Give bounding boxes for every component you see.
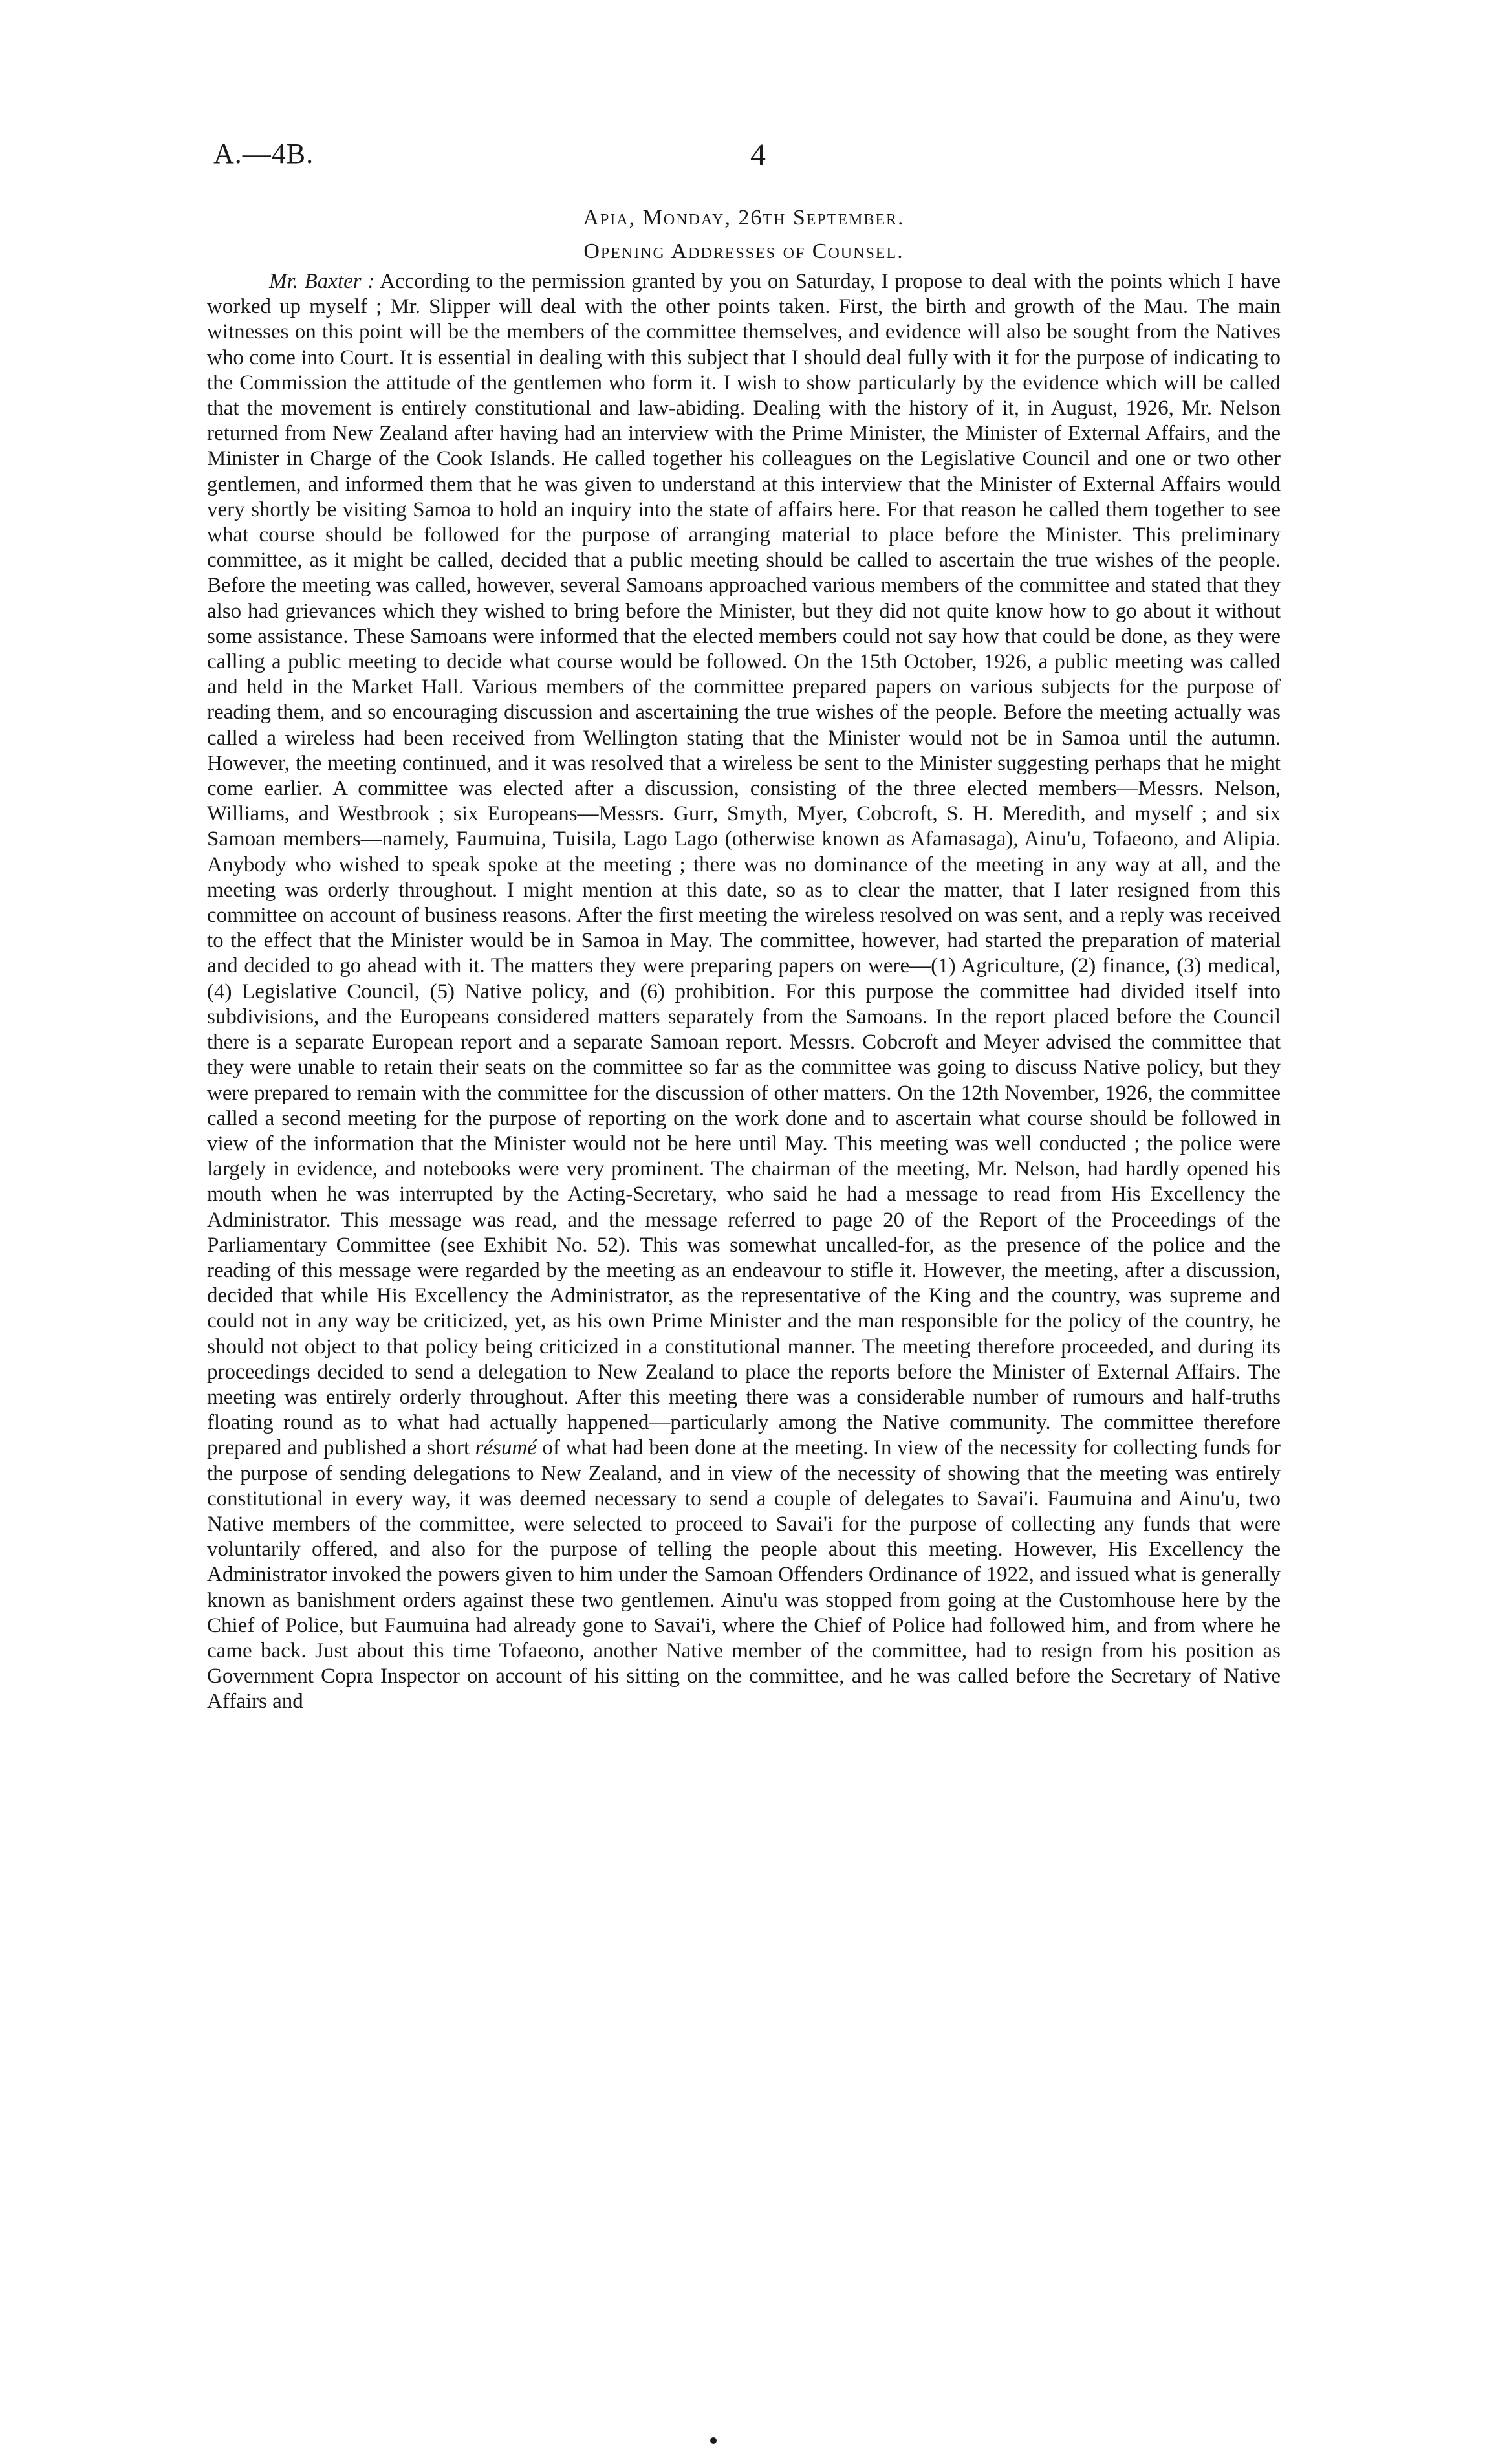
body-text-end: of what had been done at the meeting. In view of the necessity for collecting funds for the purpose of sending delegations to New Zealand, and in view of the necessity of showing that the meeting was entirely constitutional in every way, it was deemed necessary to send a couple of delegates to Savai'i. Faumuina and Ainu'u, two Native members of the committee, were selected to proceed to Savai'i for the purpose of collecting any funds that were voluntarily offered, and also for the purpose of telling the people about this meeting. However, His Excellency the Administrator invoked the powers given to him under the Samoan Offenders Ordinance of 1922, and issued what is generally known as banishment orders against these two gentlemen. Ainu'u was stopped from going at the Customhouse here by the Chief of Police, but Faumuina had already gone to Savai'i, where the Chief of Police had followed him, and from where he came back. Just about this time Tofaeono, another Native member of the committee, had to resign from his position as Government Copra Inspector on account of his sitting on the committee, and he was called before the Secretary of Native Affairs and [207, 1436, 1281, 1714]
body-paragraph [207, 269, 1281, 1715]
section-heading: Opening Addresses of Counsel. [583, 239, 904, 263]
speaker-name: Mr. Baxter : [269, 270, 375, 293]
dateline: Apia, Monday, 26th September. [583, 206, 905, 230]
page-header [213, 137, 1274, 176]
page-number: 4 [750, 138, 766, 172]
document-reference: A.—4B. [213, 138, 314, 169]
body-text-main: According to the permission granted by you on Saturday, I propose to deal with the points which I have worked up myself ; Mr. Slipper will deal with the other points taken. First, the birth and growth of the Mau. The main witnesses on this point will be the members of the committee themselves, and evidence will also be sought from the Natives who come into Court. It is essential in dealing with this subject that I should deal fully with it for the purpose of indicating to the Commission the attitude of the gentlemen who form it. I wish to show particularly by the evidence which will be called that the movement is entirely constitutional and law-abiding. Dealing with the history of it, in August, 1926, Mr. Nelson returned from New Zealand after having had an interview with the Prime Minister, the Minister of External Affairs, and the Minister in Charge of the Cook Islands. He called together his colleagues on the Legislative Council and one or two other gentlemen, and informed them that he was given to understand at this interview that the Minister of External Affairs would very shortly be visiting Samoa to hold an inquiry into the state of affairs here. For that reason he called them together to see what course should be followed for the purpose of arranging material to place before the Minister. This preliminary committee, as it might be called, decided that a public meeting should be called to ascertain the true wishes of the people. Before the meeting was called, however, several Samoans approached various members of the committee and stated that they also had grievances which they wished to bring before the Minister, but they did not quite know how to go about it without some assistance. These Samoans were informed that the elected members could not say how that could be done, as they were calling a public meeting to decide what course would be followed. On the 15th October, 1926, a public meeting was called and held in the Market Hall. Various members of the committee prepared papers on various subjects for the purpose of reading them, and so encouraging discussion and ascertaining the true wishes of the people. Before the meeting actually was called a wireless had been received from Wellington stating that the Minister would not be in Samoa until the autumn. However, the meeting continued, and it was resolved that a wireless be sent to the Minister suggesting perhaps that he might come earlier. A committee was elected after a discussion, consisting of the three elected members—Messrs. Nelson, Williams, and Westbrook ; six Europeans—Messrs. Gurr, Smyth, Myer, Cobcroft, S. H. Meredith, and myself ; and six Samoan members—namely, Faumuina, Tuisila, Lago Lago (otherwise known as Afamasaga), Ainu'u, Tofaeono, and Alipia. Anybody who wished to speak spoke at the meeting ; there was no dominance of the meeting in any way at all, and the meeting was orderly throughout. I might mention at this date, so as to clear the matter, that I later resigned from this committee on account of business reasons. After the first meeting the wireless resolved on was sent, and a reply was received to the effect that the Minister would be in Samoa in May. The committee, however, had started the preparation of material and decided to go ahead with it. The matters they were preparing papers on were—(1) Agriculture, (2) finance, (3) medical, (4) Legislative Council, (5) Native policy, and (6) prohibition. For this purpose the committee had divided itself into subdivisions, and the Europeans considered matters separately from the Samoans. In the report placed before the Council there is a separate European report and a separate Samoan report. Messrs. Cobcroft and Meyer advised the committee that they were unable to retain their seats on the committee so far as the committee was going to discuss Native policy, but they were prepared to remain with the committee for the discussion of other matters. On the 12th November, 1926, the committee called a second meeting for the purpose of reporting on the work done and to ascertain what course should be followed in view of the information that the Minister would not be here until May. This meeting was well conducted ; the police were largely in evidence, and notebooks were very prominent. The chairman of the meeting, Mr. Nelson, had hardly opened his mouth when he was interrupted by the Acting-Secretary, who said he had a message to read from His Excellency the Administrator. This message was read, and the message referred to page 20 of the Report of the Proceedings of the Parliamentary Committee (see Exhibit No. 52). This was somewhat uncalled-for, as the presence of the police and the reading of this message were regarded by the meeting as an endeavour to stifle it. However, the meeting, after a discussion, decided that while His Excellency the Administrator, as the representative of the King and the country, was supreme and could not in any way be criticized, yet, as his own Prime Minister and the man responsible for the policy of the country, he should not object to that policy being criticized in a constitutional manner. The meeting therefore proceeded, and during its proceedings decided to send a delegation to New Zealand to place the reports before the Minister of External Affairs. The meeting was entirely orderly throughout. After this meeting there was a considerable number of rumours and half-truths floating round as to what had actually happened—particularly among the Native community. The committee therefore prepared and published a short [207, 270, 1281, 1460]
footer-dot-mark [710, 2437, 717, 2444]
body-italic-word: résumé [475, 1436, 537, 1460]
